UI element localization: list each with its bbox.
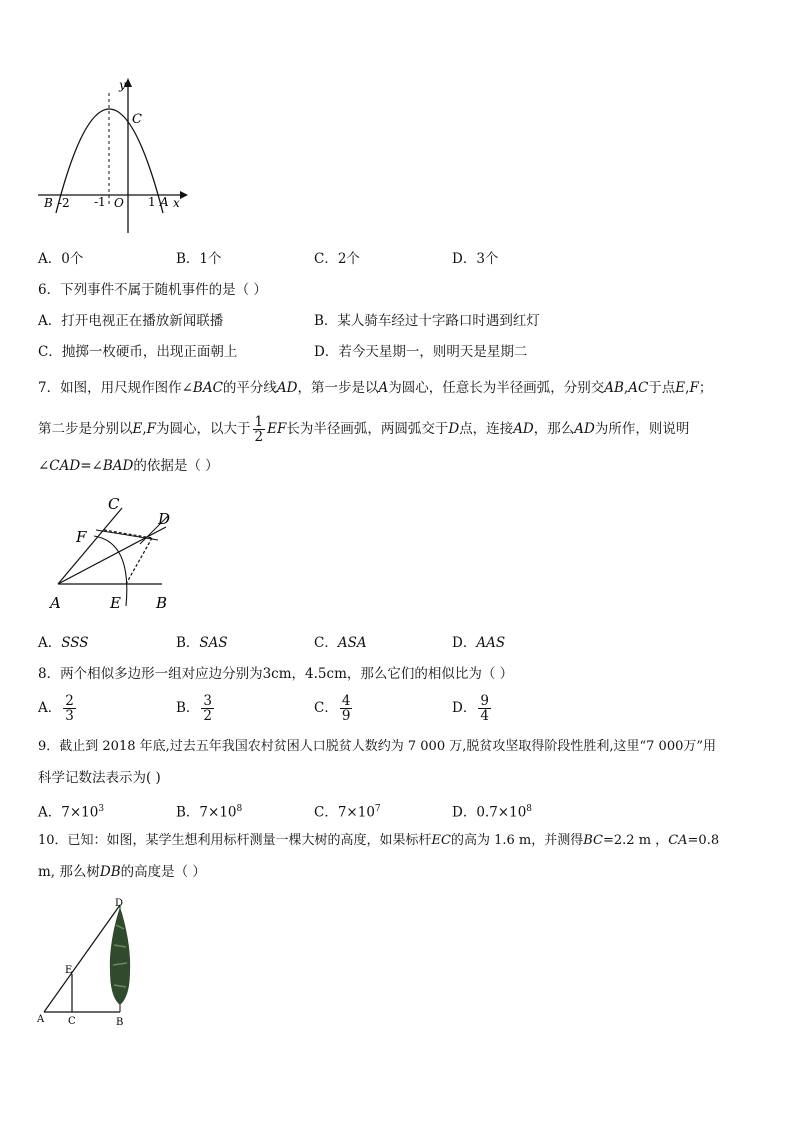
q10-line-1: 10．已知：如图，某学生想利用标杆测量一棵大树的高度，如果标杆EC的高为 1.6 m，并测得BC=2.2 m ，CA=0.8: [38, 833, 720, 848]
q8-option-d: D． $\frac{9}{4}$: [452, 693, 489, 724]
label-minus2: -2: [58, 196, 70, 210]
q7-option-c: C．ASA: [314, 635, 367, 651]
q5-option-d: D．3个: [452, 251, 499, 267]
label-B: B: [116, 1017, 124, 1028]
label-A: A: [50, 594, 61, 612]
tree-icon: [110, 907, 130, 1005]
q7-option-a: A．SSS: [38, 635, 89, 651]
label-1: 1: [148, 195, 156, 209]
q7-line-1: 7．如图，用尺规作图作∠BAC的平分线AD，第一步是以A为圆心，任意长为半径画弧，分别交AB,AC于点E,F；: [38, 380, 713, 396]
q8-option-b: B． $\frac{3}{2}$: [176, 693, 213, 724]
q8-stem: 8．两个相似多边形一组对应边分别为3cm，4.5cm，那么它们的相似比为（ ）: [38, 666, 514, 682]
q6-option-b: B．某人骑车经过十字路口时遇到红灯: [314, 313, 540, 329]
q7-option-b: B．SAS: [176, 635, 228, 651]
q7-line-2: 第二步是分别以E,F为圆心，以大于 $\frac{1}{2}$ EF长为半径画弧，两圆弧交于D点，连接AD，那么AD为所作，则说明: [38, 414, 690, 445]
sight-line: [44, 905, 120, 1012]
q5-option-c: C．2个: [314, 251, 360, 267]
q5-option-a: A．0个: [38, 251, 84, 267]
label-A: A: [37, 1014, 45, 1025]
label-C: C: [132, 112, 142, 127]
q9-option-d: D．$0.7\times 10^8$: [452, 804, 533, 821]
q7-option-d: D．AAS: [452, 635, 506, 651]
label-E: E: [65, 965, 73, 976]
bisector-AD: [58, 527, 166, 584]
label-y: y: [119, 78, 126, 92]
dashed-ED: [126, 538, 152, 584]
label-C: C: [108, 495, 120, 513]
q7-line-3: ∠CAD=∠BAD的依据是（ ）: [38, 458, 219, 474]
q6-option-a: A．打开电视正在播放新闻联播: [38, 313, 224, 329]
q5-option-b: B．1个: [176, 251, 222, 267]
label-minus1: -1: [94, 195, 106, 209]
label-A: A: [160, 195, 169, 209]
label-E: E: [110, 594, 121, 612]
q6-stem: 6．下列事件不属于随机事件的是（ ）: [38, 282, 267, 298]
ray-AC: [58, 508, 122, 584]
q9-option-a: A．$7\times 10^3$: [38, 804, 105, 821]
label-D: D: [115, 898, 124, 909]
q10-line-2: m, 那么树DB的高度是（ ）: [38, 864, 206, 880]
tree-figure: [34, 895, 144, 1030]
q8-option-c: C． $\frac{4}{9}$: [314, 693, 351, 724]
q9-option-b: B．$7\times 10^8$: [176, 804, 243, 821]
q8-option-a: A． $\frac{2}{3}$: [38, 693, 74, 724]
q6-option-c: C．抛掷一枚硬币，出现正面朝上: [38, 344, 238, 360]
parabola-figure: [30, 75, 190, 235]
q9-option-c: C．$7\times 10^7$: [314, 804, 381, 821]
label-D: D: [158, 510, 171, 528]
label-B: B: [44, 196, 53, 210]
label-F: F: [76, 528, 87, 546]
q9-line-1: 9．截止到 2018 年底,过去五年我国农村贫困人口脱贫人数约为 7 000 万,脱贫攻坚取得阶段性胜利,这里“7 000万”用: [38, 739, 717, 754]
label-B: B: [156, 594, 168, 612]
x-axis-arrow-icon: [180, 191, 188, 199]
label-x: x: [173, 196, 180, 210]
q9-line-2: 科学记数法表示为( ): [38, 770, 161, 786]
angle-bisector-figure: [40, 492, 190, 617]
q7-fraction: $\frac{1}{2}$: [254, 414, 264, 445]
label-C: C: [68, 1016, 76, 1027]
q6-option-d: D．若今天星期一，则明天是星期二: [314, 344, 528, 360]
dashed-FD: [104, 530, 152, 538]
label-O: O: [114, 196, 124, 210]
